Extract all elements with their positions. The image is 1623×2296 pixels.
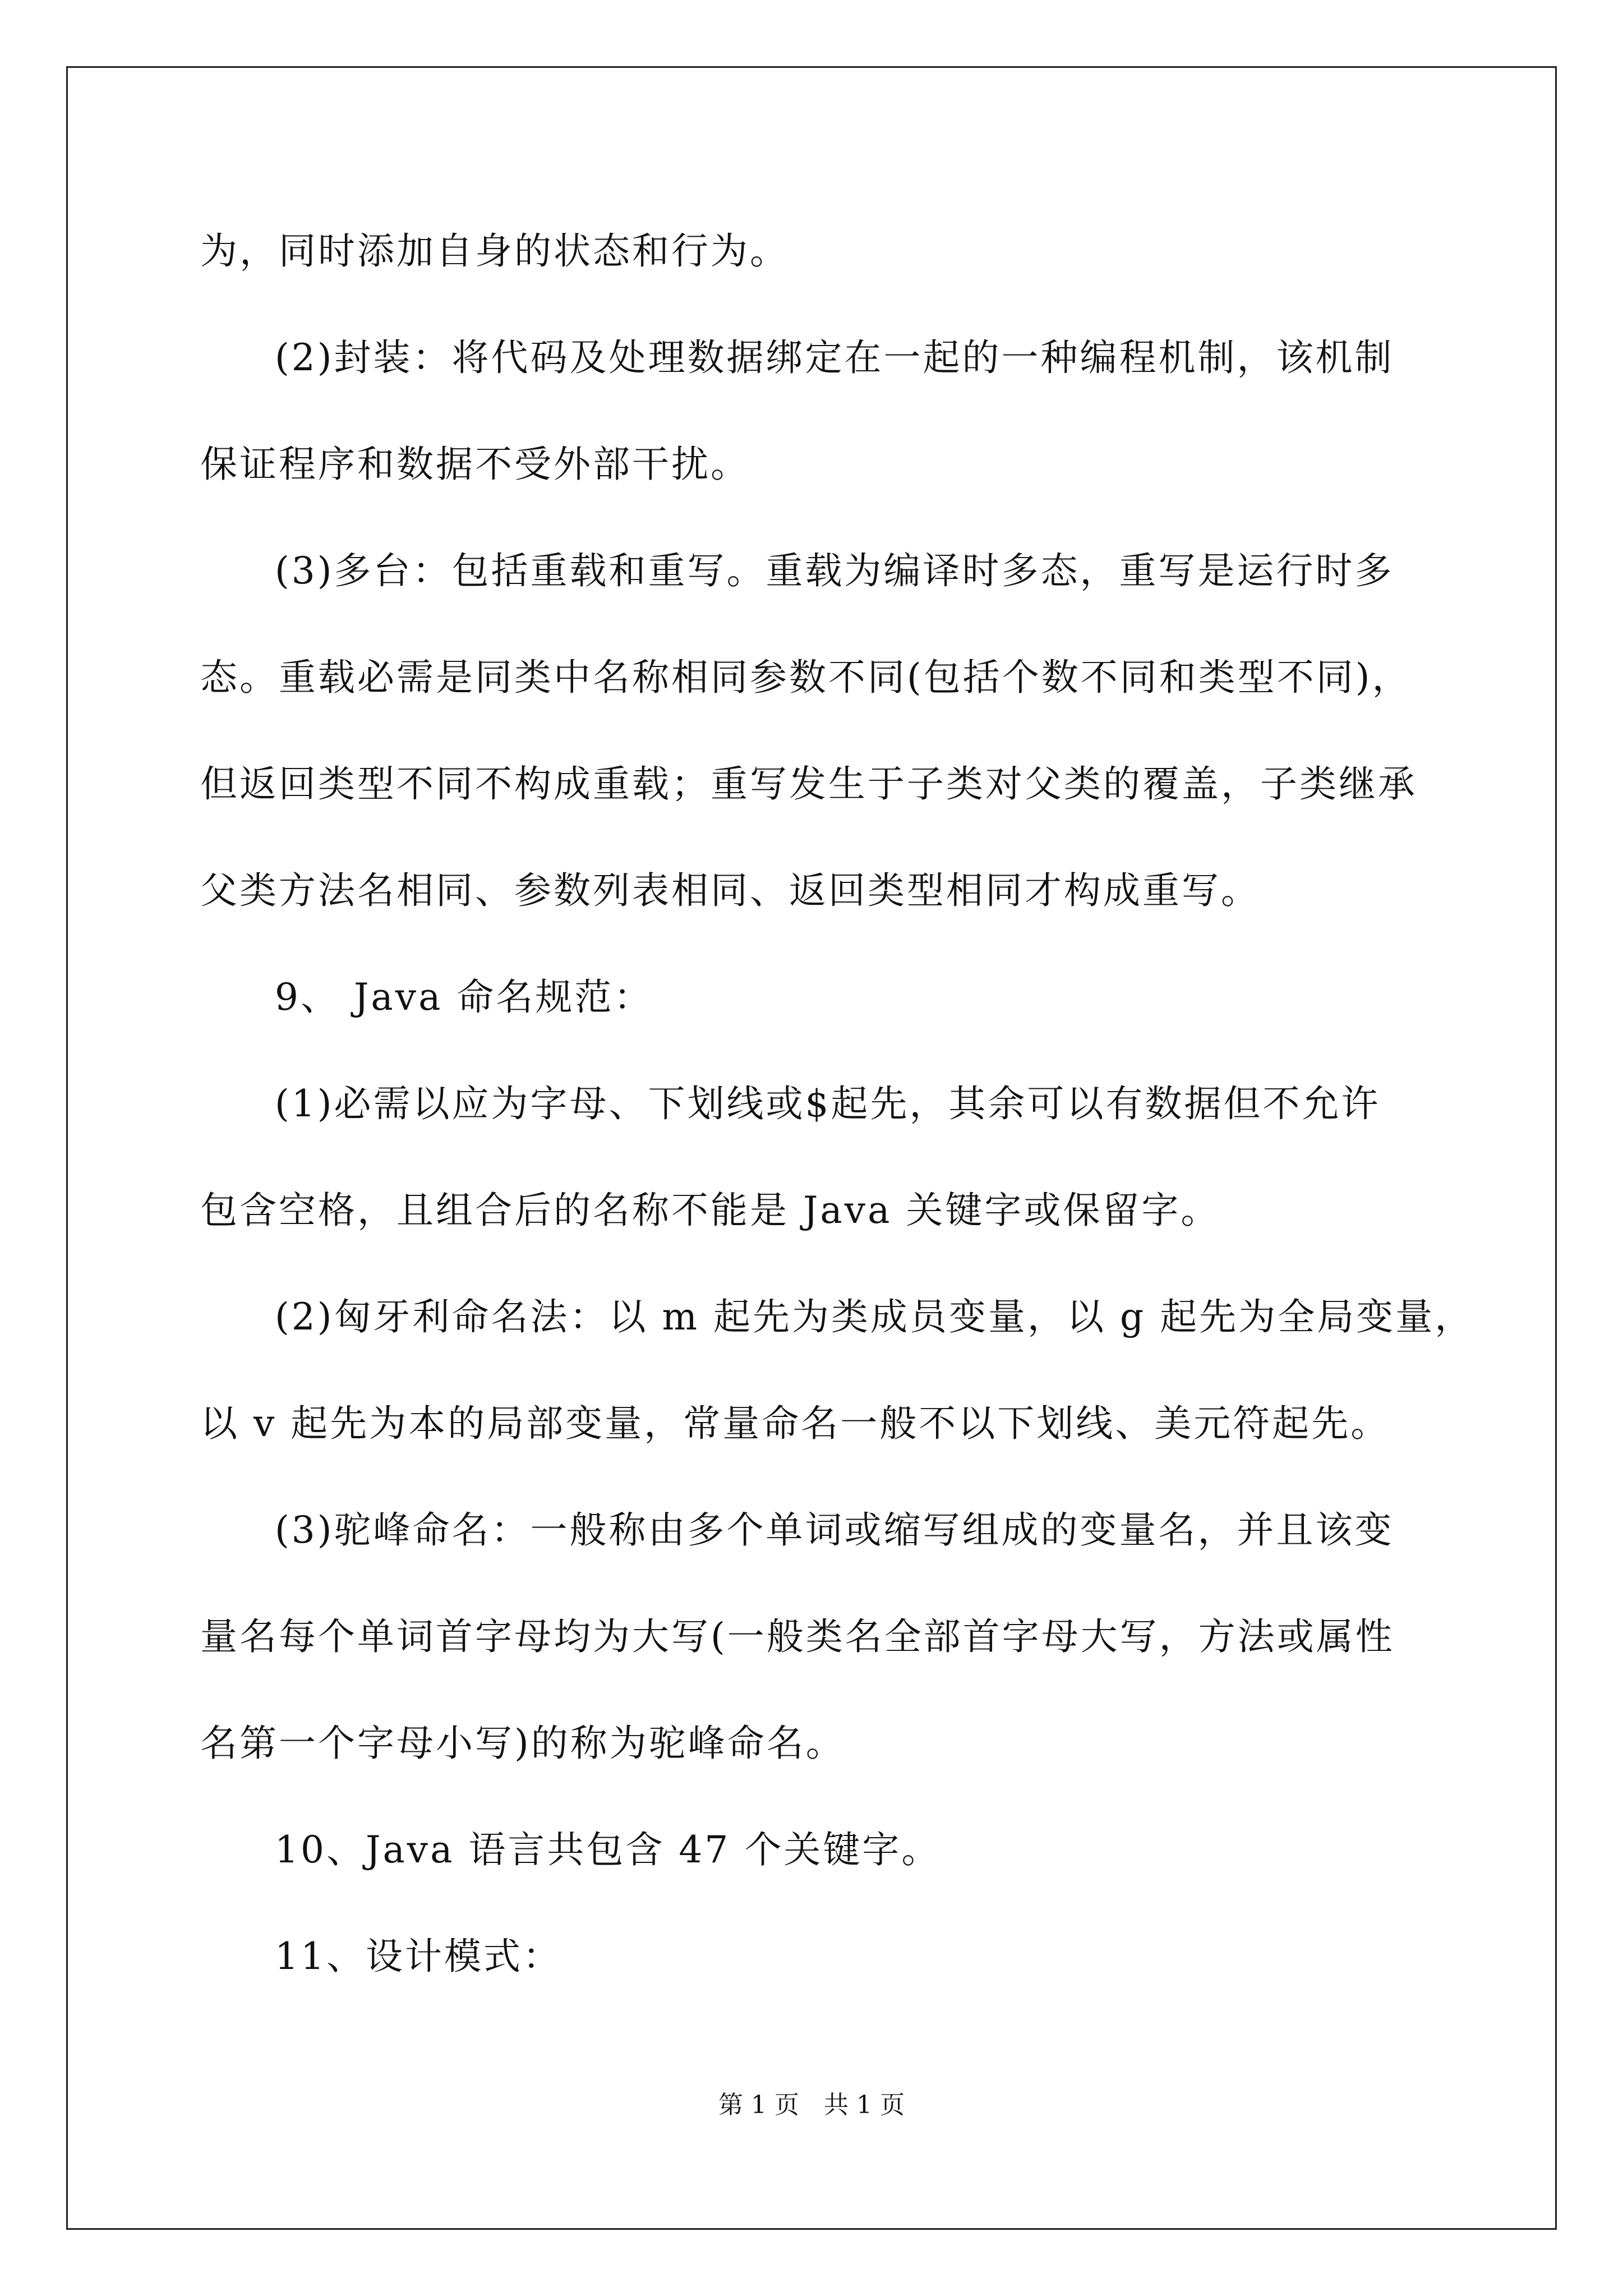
- section-heading: 11、设计模式：: [275, 1935, 562, 1978]
- text-line: 保证程序和数据不受外部干扰。: [200, 443, 750, 486]
- section-heading: 9、 Java 命名规范：: [275, 976, 653, 1019]
- text-line: (1)必需以应为字母、下划线或$起先，其余可以有数据但不允许: [275, 1082, 1381, 1125]
- text-line: 以 v 起先为本的局部变量，常量命名一般不以下划线、美元符起先。: [200, 1402, 1390, 1445]
- section-heading: 10、Java 语言共包含 47 个关键字。: [275, 1828, 941, 1871]
- text-line: (3)多台：包括重载和重写。重载为编译时多态，重写是运行时多: [275, 549, 1394, 592]
- text-line: 但返回类型不同不构成重载；重写发生于子类对父类的覆盖，子类继承: [200, 762, 1417, 806]
- text-line: 父类方法名相同、参数列表相同、返回类型相同才构成重写。: [200, 869, 1260, 912]
- page-border: [66, 66, 1557, 2230]
- text-line: 态。重载必需是同类中名称相同参数不同(包括个数不同和类型不同)，: [200, 656, 1412, 699]
- text-line: (2)匈牙利命名法：以 m 起先为类成员变量，以 g 起先为全局变量，: [275, 1295, 1474, 1338]
- text-line: 名第一个字母小写)的称为驼峰命名。: [200, 1722, 845, 1765]
- text-line: 量名每个单词首字母均为大写(一般类名全部首字母大写，方法或属性: [200, 1615, 1395, 1658]
- text-line: (2)封装：将代码及处理数据绑定在一起的一种编程机制，该机制: [275, 336, 1394, 379]
- text-line: 包含空格，且组合后的名称不能是 Java 关键字或保留字。: [200, 1189, 1220, 1232]
- text-line: (3)驼峰命名：一般称由多个单词或缩写组成的变量名，并且该变: [275, 1508, 1394, 1552]
- page-footer: 第 1 页 共 1 页: [718, 2091, 905, 2119]
- text-line: 为，同时添加自身的状态和行为。: [200, 229, 789, 273]
